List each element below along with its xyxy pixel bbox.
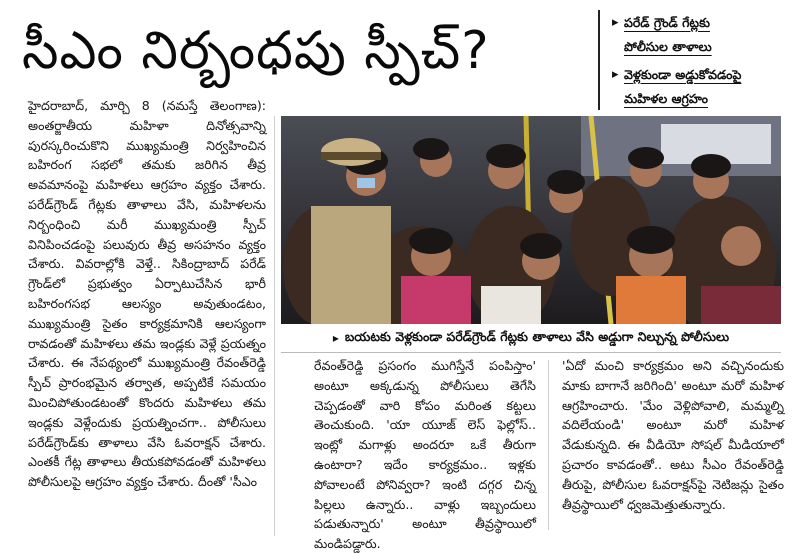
column-divider (274, 116, 275, 536)
triangle-bullet-icon: ▸ (612, 15, 619, 30)
photo-caption-bar (281, 324, 781, 353)
middle-column-text: రేవంత్‌రెడ్డి ప్రసంగం ముగిస్తేనే పంపిస్తాం' అంటూ అక్కడున్న పోలీసులు తెగేసి చెప్పడంతో వారి కోపం మరింత కట్టలు తెంచుకుంది. 'యా యూజ్ లెస్ ఫెల్లోస్.. ఇంట్లో మగాళ్లు అందరూ ఒకే తీరుగా ఉంటారా? ఇదేం కార్యక్రమం.. ఇళ్లకు పోవాలంటే పోనివ్వరా? ఇంటి దగ్గర చిన్న పిల్లలు ఉన్నారు.. వాళ్లు ఇబ్బందులు పడుతున్నారు' అంటూ తీవ్రస్థాయిలో మండిపడ్డారు. (314, 358, 536, 552)
headline-divider (598, 10, 600, 110)
highlight-text: వెళ్లకుండా అడ్డుకోవడంపై (624, 67, 742, 82)
highlight-item (612, 88, 796, 110)
highlight-text: మహిళల ఆగ్రహం (624, 91, 708, 106)
highlight-item (612, 12, 796, 34)
right-column-text: 'ఏదో మంచి కార్యక్రమం అని వచ్చినందుకు మాకు బాగానే జరిగింది' అంటూ మరో మహిళ ఆగ్రహించారు. 'మేం వెళ్లిపోవాలి, మమ్మల్ని వదిలేయండి' అంటూ మరో మహిళ వేడుకున్నది. ఈ వీడియో సోషల్ మీడియాలో ప్రచారం కావడంతో.. అటు సీఎం రేవంత్‌రెడ్డి తీరుపై, పోలీసుల ఓవరాక్షన్‌పై నెటిజన్లు సైతం తీవ్రస్థాయిలో ధ్వజమెత్తుతున్నారు. (562, 358, 784, 512)
triangle-bullet-icon: ▸ (612, 67, 619, 82)
crowd-photo-illustration (281, 116, 781, 324)
highlight-item (612, 36, 796, 58)
article-column-left (28, 96, 266, 492)
photo-caption: బయటకు వెళ్లకుండా పరేడ్‌గ్రౌండ్ గేట్లకు తాళాలు వేసి అడ్డుగా నిల్చున్న పోలీసులు (344, 328, 730, 344)
article-column-right (562, 356, 784, 514)
highlights-box (612, 12, 796, 116)
dateline: హైదరాబాద్, మార్చి 8 (నమస్తే తెలంగాణ): (28, 98, 266, 113)
column-divider (548, 360, 549, 530)
triangle-bullet-icon: ▸ (332, 331, 339, 345)
highlight-item (612, 64, 796, 86)
highlight-text: పోలీసుల తాళాలు (624, 39, 712, 54)
news-photo (281, 116, 781, 324)
highlight-text: పరేడ్ గ్రౌండ్ గేట్లకు (624, 15, 710, 30)
dateline-paragraph (28, 96, 266, 492)
left-column-text: అంతర్జాతీయ మహిళా దినోత్సవాన్ని పురస్కరించుకొని ముఖ్యమంత్రి నిర్వహించిన బహిరంగ సభలో తమకు జరిగిన తీవ్ర అవమానంపై మహిళలు ఆగ్రహం వ్యక్తం చేశారు. పరేడ్‌గ్రౌండ్ గేట్లకు తాళాలు వేసి, మహిళలను నిర్బంధించి మరీ ముఖ్యమంత్రి స్పీచ్ వినిపించడంపై పలువురు తీవ్ర అసహనం వ్యక్తం చేశారు. వివరాల్లోకి వెళ్తే.. సికింద్రాబాద్ పరేడ్ గ్రౌండ్‌లో ప్రభుత్వం ఏర్పాటుచేసిన భారీ బహిరంగసభ ఆలస్యం అవుతుండటం, ముఖ్యమంత్రి సైతం కార్యక్రమానికి ఆలస్యంగా రావడంతో మహిళలు తమ ఇండ్లకు వెళ్లే ప్రయత్నం చేశారు. ఈ నేపథ్యంలో ముఖ్యమంత్రి రేవంత్‌రెడ్డి స్పీచ్ ప్రారంభమైన తర్వాత, అప్పటికే సమయం మించిపోతుండటంతో కొందరు మహిళలు తమ ఇండ్లకు వెళ్లేందుకు ప్రయత్నించగా.. పోలీసులు పరేడ్‌గ్రౌండ్‌కు తాళాలు వేసి ఓవరాక్షన్ చేశారు. ఎంతకీ గేట్ల తాళాలు తీయకపోవడంతో మహిళలు పోలీసులపై ఆగ్రహం వ్యక్తం చేశారు. దీంతో 'సీఎం (28, 117, 266, 490)
article-column-middle (314, 356, 536, 554)
headline: సీఎం నిర్బంధపు స్పీచ్? (22, 21, 490, 81)
